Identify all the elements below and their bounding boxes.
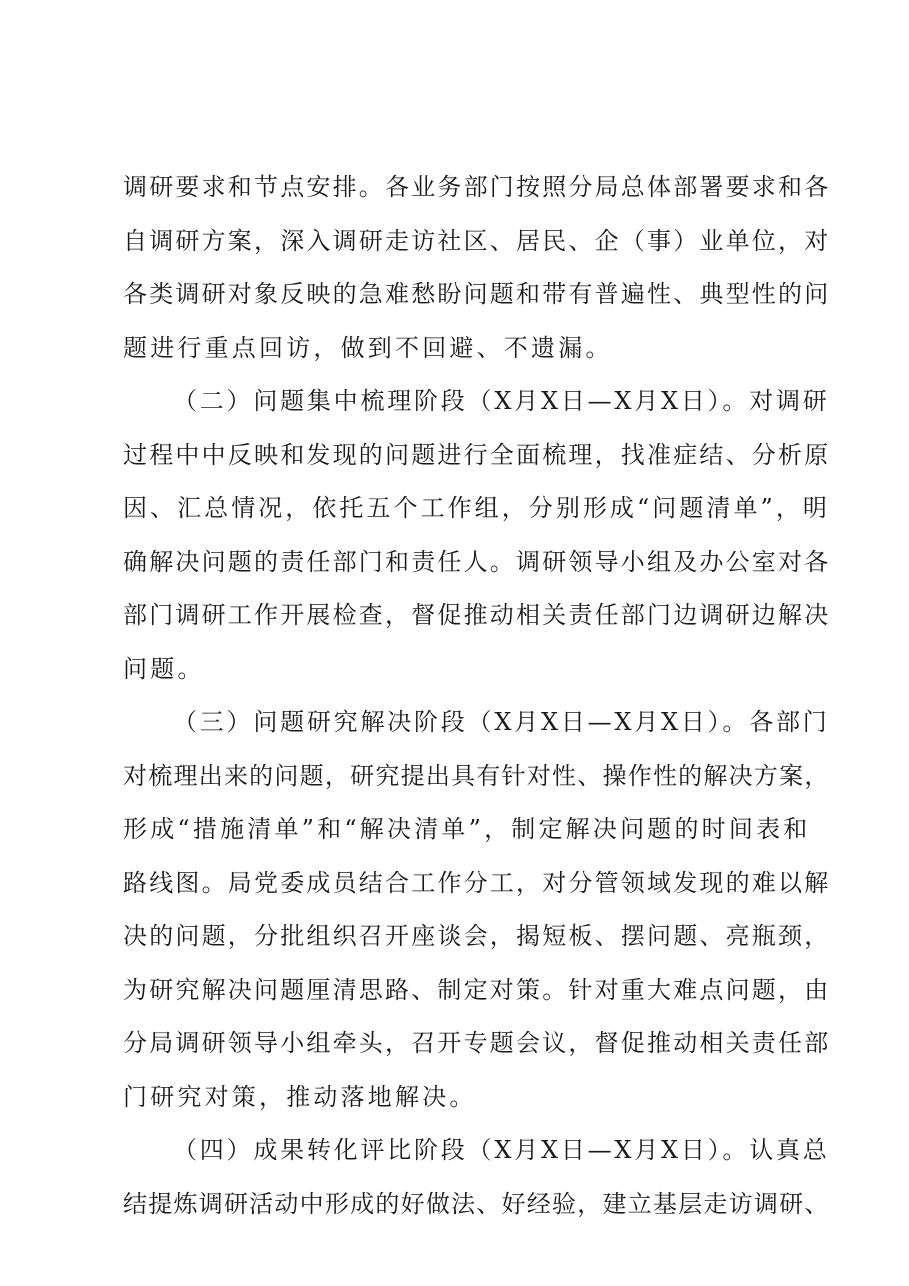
text-line: 部门调研工作开展检查，督促推动相关责任部门边调研边解决	[123, 601, 831, 629]
text-line: 形成“措施清单”和“解决清单”，制定解决问题的时间表和	[123, 815, 811, 843]
text-line: 调研要求和节点安排。各业务部门按照分局总体部署要求和各	[123, 173, 831, 201]
section-heading-2: （二）问题集中梳理阶段（X月X日—X月X日）。对调研	[173, 387, 830, 415]
text-line: 分局调研领导小组牵头，召开专题会议，督促推动相关责任部	[123, 1029, 831, 1057]
text-line: 为研究解决问题厘清思路、制定对策。针对重大难点问题，由	[123, 976, 831, 1004]
text-line: 问题。	[123, 655, 205, 683]
section-heading-4: （四）成果转化评比阶段（X月X日—X月X日）。认真总	[173, 1136, 830, 1164]
text-line: 各类调研对象反映的急难愁盼问题和带有普遍性、典型性的问	[123, 280, 831, 308]
text-line: 对梳理出来的问题，研究提出具有针对性、操作性的解决方案，	[123, 762, 830, 790]
text-line: 决的问题，分批组织召开座谈会，揭短板、摆问题、亮瓶颈，	[123, 922, 831, 950]
text-line: 路线图。局党委成员结合工作分工，对分管领域发现的难以解	[123, 869, 831, 897]
text-line: 结提炼调研活动中形成的好做法、好经验，建立基层走访调研、	[123, 1190, 830, 1218]
text-line: 因、汇总情况，依托五个工作组，分别形成“问题清单”，明	[123, 494, 830, 522]
text-line: 过程中中反映和发现的问题进行全面梳理，找准症结、分析原	[123, 441, 831, 469]
text-line: 题进行重点回访，做到不回避、不遗漏。	[123, 334, 613, 362]
section-heading-3: （三）问题研究解决阶段（X月X日—X月X日）。各部门	[173, 708, 830, 736]
text-line: 自调研方案，深入调研走访社区、居民、企（事）业单位，对	[123, 227, 831, 255]
text-line: 确解决问题的责任部门和责任人。调研领导小组及办公室对各	[123, 548, 831, 576]
text-line: 门研究对策，推动落地解决。	[123, 1083, 477, 1111]
